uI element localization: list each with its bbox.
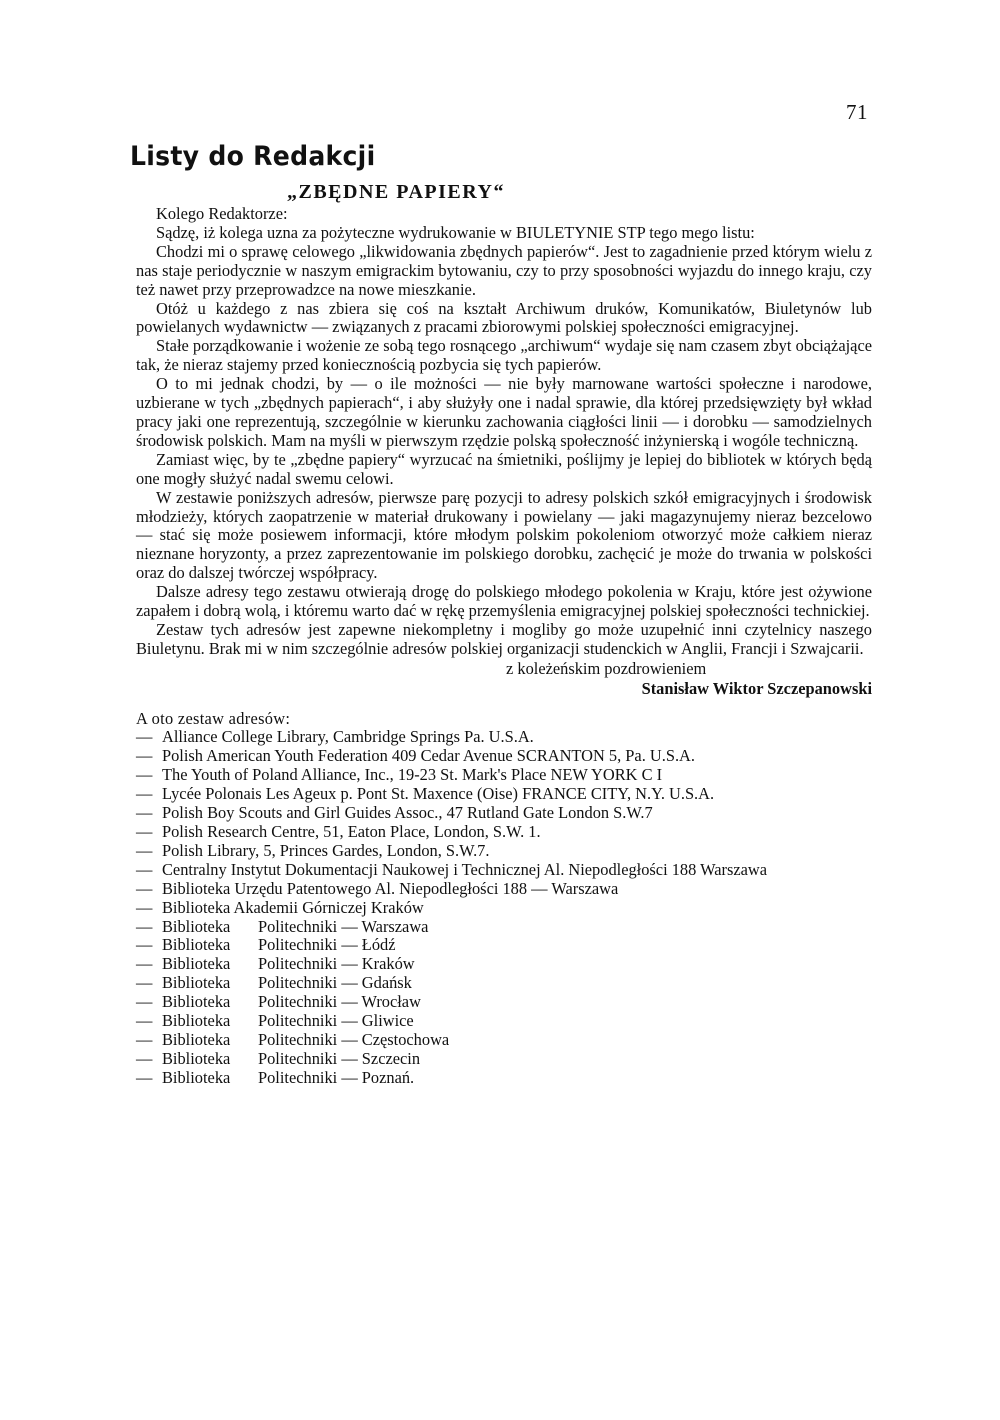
- salutation: Kolego Redaktorze:: [156, 204, 288, 223]
- dash-bullet: —: [136, 878, 153, 898]
- library-item: [136, 936, 872, 955]
- library-institution: Politechniki — Gliwice: [258, 1011, 414, 1031]
- library-item: [136, 1031, 872, 1050]
- library-item: [136, 955, 872, 974]
- address-text: Lycée Polonais Les Ageux p. Pont St. Maxence (Oise) FRANCE CITY, N.Y. U.S.A.: [162, 784, 715, 804]
- library-institution: Politechniki — Częstochowa: [258, 1029, 450, 1049]
- page-number: 71: [846, 100, 868, 124]
- paragraph: Stałe porządkowanie i wożenie ze sobą tego rosnącego „archiwum“ wydaje się nam czasem zbyt obciążające tak, że nieraz stajemy przed koniecznością pozbycia się tych papierów.: [136, 336, 872, 375]
- library-institution: Politechniki — Poznań.: [258, 1067, 415, 1087]
- closing: z koleżeńskim pozdrowieniem: [506, 658, 707, 678]
- library-institution: Politechniki — Wrocław: [258, 992, 421, 1012]
- address-item: [136, 747, 872, 766]
- dash-bullet: —: [136, 992, 153, 1012]
- paragraph: Zestaw tych adresów jest zapewne niekompletny i mogliby go może uzupełnić inni czytelnicy naszego Biuletynu. Brak mi w nim szczególnie adresów polskiej organizacji studenckich w Anglii, Francji i Szwajcarii.: [136, 619, 872, 658]
- library-name: Biblioteka: [162, 935, 231, 955]
- library-list: [136, 918, 872, 1088]
- library-name: Biblioteka: [162, 1011, 231, 1031]
- library-institution: Politechniki — Kraków: [258, 954, 415, 974]
- dash-bullet: —: [136, 1011, 153, 1031]
- library-name: Biblioteka: [162, 973, 231, 993]
- address-text: Polish American Youth Federation 409 Cedar Avenue SCRANTON 5, Pa. U.S.A.: [162, 746, 695, 766]
- library-item: [136, 1050, 872, 1069]
- address-item: [136, 728, 872, 747]
- dash-bullet: —: [136, 897, 153, 917]
- address-item: [136, 785, 872, 804]
- address-text: Biblioteka Urzędu Patentowego Al. Niepodległości 188 — Warszawa: [162, 878, 619, 898]
- paragraph: Dalsze adresy tego zestawu otwierają drogę do polskiego młodego pokolenia w Kraju, które jest ożywione zapałem i dobrą wolą, i któremu warto dać w rękę przemyślenia emigracyjnej polskiej społeczności technickiej.: [136, 582, 872, 621]
- paragraph: Otóż u każdego z nas zbiera się coś na kształt Archiwum druków, Komunikatów, Biuletynów lub powielanych wydawnictw — związanych z pracami zbiorowymi polskiej społeczności emigracyjnej.: [136, 298, 872, 337]
- letter-title: „ZBĘDNE PAPIERY“: [287, 181, 505, 203]
- paragraph: Sądzę, iż kolega uzna za pożyteczne wydrukowanie w BIULETYNIE STP tego mego listu:: [156, 222, 755, 242]
- signature: Stanisław Wiktor Szczepanowski: [641, 678, 872, 698]
- address-text: Alliance College Library, Cambridge Springs Pa. U.S.A.: [162, 727, 534, 747]
- dash-bullet: —: [136, 973, 153, 993]
- address-list: [136, 728, 872, 917]
- dash-bullet: —: [136, 765, 153, 785]
- dash-bullet: —: [136, 935, 153, 955]
- paragraph: O to mi jednak chodzi, by — o ile możności — nie były marnowane wartości społeczne i narodowe, uzbierane w tych „zbędnych papierach“, i aby służyły one i nadal sprawie, dla której przedsięwzięty był wkład pracy jaki one reprezentują, szczególnie w kierunku zachowania ciągłości linii — i dorobku — samodzielnych środowisk polskich. Mam na myśli w pierwszym rzędzie polską społeczność inżynierską i wogóle techniczną.: [136, 374, 872, 450]
- library-item: [136, 993, 872, 1012]
- library-name: Biblioteka: [162, 1048, 231, 1068]
- paragraph: Zamiast więc, by te „zbędne papiery“ wyrzucać na śmietniki, poślijmy je lepiej do bibliotek w których będą one mogły służyć nadal swemu celowi.: [136, 449, 872, 488]
- paragraph: Chodzi mi o sprawę celowego „likwidowania zbędnych papierów“. Jest to zagadnienie przed którym wielu z nas staje periodycznie w naszym emigrackim bytowaniu, czy to przy sposobności wyjazdu do innego kraju, czy też nawet przy przeprowadzce na nowe mieszkanie.: [136, 241, 872, 299]
- library-institution: Politechniki — Gdańsk: [258, 973, 412, 993]
- address-item: [136, 766, 872, 785]
- dash-bullet: —: [136, 1048, 153, 1068]
- dash-bullet: —: [136, 727, 153, 747]
- library-item: [136, 918, 872, 937]
- library-institution: Politechniki — Szczecin: [258, 1048, 421, 1068]
- dash-bullet: —: [136, 746, 153, 766]
- library-name: Biblioteka: [162, 954, 231, 974]
- address-text: Polish Research Centre, 51, Eaton Place, London, S.W. 1.: [162, 822, 541, 841]
- dash-bullet: —: [136, 840, 153, 860]
- dash-bullet: —: [136, 1029, 153, 1049]
- library-name: Biblioteka: [162, 916, 231, 936]
- address-item: [136, 861, 872, 880]
- section-title: Listy do Redakcji: [130, 141, 376, 172]
- address-item: [136, 899, 872, 918]
- library-item: [136, 1012, 872, 1031]
- address-text: Polish Library, 5, Princes Gardes, London, S.W.7.: [162, 840, 490, 860]
- dash-bullet: —: [136, 954, 153, 974]
- dash-bullet: —: [136, 822, 153, 841]
- dash-bullet: —: [136, 784, 153, 804]
- address-text: Centralny Instytut Dokumentacji Naukowej i Technicznej Al. Niepodległości 188 Warszawa: [162, 859, 768, 879]
- library-name: Biblioteka: [162, 992, 231, 1012]
- library-name: Biblioteka: [162, 1029, 231, 1049]
- address-item: [136, 880, 872, 899]
- address-item: [136, 823, 872, 842]
- dash-bullet: —: [136, 916, 153, 936]
- address-text: The Youth of Poland Alliance, Inc., 19-23 St. Mark's Place NEW YORK C I: [162, 765, 663, 785]
- address-item: [136, 842, 872, 861]
- letter-body: [136, 205, 872, 1088]
- library-name: Biblioteka: [162, 1067, 231, 1087]
- address-text: Biblioteka Akademii Górniczej Kraków: [162, 897, 424, 917]
- address-text: Polish Boy Scouts and Girl Guides Assoc., 47 Rutland Gate London S.W.7: [162, 803, 653, 823]
- paragraph: W zestawie poniższych adresów, pierwsze parę pozycji to adresy polskich szkół emigracyjnych i środowisk młodzieży, których zaopatrzenie w materiał drukowany i powielany — jaki magazynujemy nieraz bezcelowo — stać się może posiewem informacji, które młodym polskim pokoleniom otworzyć może całkiem nieraz nieznane horyzonty, a przez zaprezentowanie im polskiego dorobku, zachęcić je może do trwania w polskości oraz do dalszej twórczej współpracy.: [136, 487, 872, 583]
- library-item: [136, 1069, 872, 1088]
- dash-bullet: —: [136, 1067, 153, 1087]
- library-item: [136, 974, 872, 993]
- dash-bullet: —: [136, 859, 153, 879]
- address-list-intro: A oto zestaw adresów:: [136, 708, 291, 728]
- address-item: [136, 804, 872, 823]
- library-institution: Politechniki — Warszawa: [258, 916, 429, 936]
- library-institution: Politechniki — Łódź: [258, 935, 396, 955]
- dash-bullet: —: [136, 803, 153, 823]
